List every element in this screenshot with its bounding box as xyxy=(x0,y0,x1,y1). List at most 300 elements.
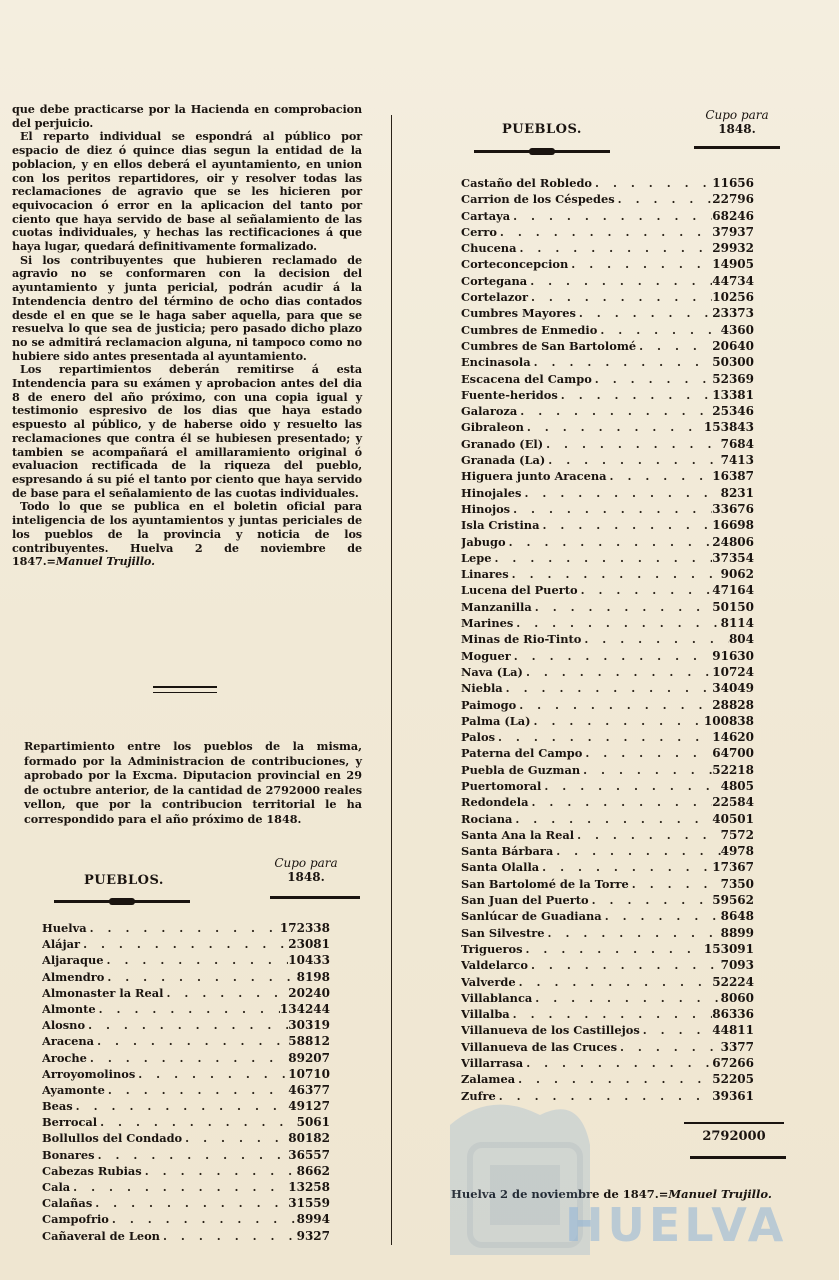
table-row xyxy=(461,892,754,908)
row-place-name: Aracena xyxy=(42,1034,95,1049)
leader-dots xyxy=(512,811,712,827)
row-cupo-value: 7413 xyxy=(720,453,754,468)
row-place-name: Lepe xyxy=(461,550,492,565)
leader-dots xyxy=(87,920,280,936)
row-cupo-value: 67266 xyxy=(712,1056,754,1071)
row-place-name: Ayamonte xyxy=(42,1082,105,1097)
table-row xyxy=(42,1017,330,1033)
row-cupo-value: 153091 xyxy=(703,941,754,956)
header-cupo-line1: Cupo para xyxy=(274,856,338,870)
left-column xyxy=(12,103,362,569)
table-row xyxy=(461,485,754,501)
row-place-name: Campofrio xyxy=(42,1212,109,1227)
leader-dots xyxy=(629,876,721,892)
row-cupo-value: 16698 xyxy=(712,518,754,533)
row-cupo-value: 8648 xyxy=(720,909,754,924)
row-cupo-value: 20240 xyxy=(288,985,330,1000)
row-cupo-value: 17367 xyxy=(712,860,754,875)
row-place-name: Galaroza xyxy=(461,404,518,419)
row-cupo-value: 22584 xyxy=(712,795,754,810)
row-cupo-value: 10256 xyxy=(712,290,754,305)
table-row xyxy=(461,468,754,484)
table-row xyxy=(461,240,754,256)
leader-dots xyxy=(104,969,296,985)
row-cupo-value: 31559 xyxy=(288,1196,330,1211)
leader-dots xyxy=(597,322,720,338)
row-cupo-value: 47164 xyxy=(712,583,754,598)
row-cupo-value: 10724 xyxy=(712,664,754,679)
row-cupo-value: 13381 xyxy=(712,387,754,402)
left-table xyxy=(42,920,330,1244)
leader-dots xyxy=(607,468,713,484)
row-place-name: Villarrasa xyxy=(461,1056,524,1071)
table-row xyxy=(42,1211,330,1227)
leader-dots xyxy=(515,1071,712,1087)
leader-dots xyxy=(510,501,712,517)
leader-dots xyxy=(497,224,712,240)
leader-dots xyxy=(531,354,713,370)
table-row xyxy=(461,778,754,794)
table-row xyxy=(461,697,754,713)
row-place-name: Castaño del Robledo xyxy=(461,176,593,190)
row-cupo-value: 4360 xyxy=(720,322,754,337)
row-cupo-value: 8114 xyxy=(720,616,754,631)
row-place-name: Cerro xyxy=(461,224,497,239)
leader-dots xyxy=(543,436,721,452)
row-place-name: Redondela xyxy=(461,795,529,810)
row-place-name: Cartaya xyxy=(461,208,511,223)
table-row xyxy=(461,908,754,924)
leader-dots xyxy=(104,952,289,968)
table-row xyxy=(461,648,754,664)
leader-dots xyxy=(96,1001,280,1017)
row-place-name: Almonte xyxy=(42,1001,96,1016)
table-row xyxy=(461,1088,754,1104)
table-row xyxy=(42,1195,330,1211)
header-cupo-line2: 1848. xyxy=(287,870,325,884)
header-cupo-line2: 1848. xyxy=(718,122,756,136)
row-cupo-value: 28828 xyxy=(712,697,754,712)
row-place-name: Villanueva de los Castillejos xyxy=(461,1023,640,1038)
table-row xyxy=(42,920,330,936)
leader-dots xyxy=(510,1006,713,1022)
paragraph: Si los contribuyentes que hubieren reclamado de agravio no se conformaren con la decision del ayuntamiento y junta pericial, podrán acudir á la Intendencia dentro del término de ocho dias contados desde el en que se le haga saber aquella, para que se resuelva lo que sea de justicia; pero pasado dicho plazo no se admitirá reclamacion alguna, ni tampoco como no hubiere sido antes presentada al ayuntamiento. xyxy=(12,252,362,363)
table-row xyxy=(461,338,754,354)
table-row xyxy=(461,191,754,207)
ornament-rule xyxy=(474,150,610,153)
leader-dots xyxy=(510,208,712,224)
row-place-name: Cabezas Rubias xyxy=(42,1163,142,1178)
row-cupo-value: 3377 xyxy=(720,1039,754,1054)
table-row xyxy=(461,974,754,990)
section-separator xyxy=(153,686,217,693)
row-cupo-value: 13258 xyxy=(288,1180,330,1194)
leader-dots xyxy=(527,273,712,289)
row-place-name: Gibraleon xyxy=(461,420,524,435)
row-cupo-value: 10433 xyxy=(288,953,330,968)
row-cupo-value: 59562 xyxy=(712,893,754,908)
leader-dots xyxy=(109,1211,297,1227)
row-place-name: Granada (La) xyxy=(461,453,546,468)
table-row xyxy=(461,175,754,191)
row-cupo-value: 33676 xyxy=(712,501,754,516)
row-cupo-value: 23373 xyxy=(712,306,754,321)
table-row xyxy=(461,289,754,305)
row-place-name: Hinojos xyxy=(461,501,511,516)
row-place-name: Bonares xyxy=(42,1147,95,1162)
leader-dots xyxy=(539,859,712,875)
total-rule-bottom xyxy=(690,1156,786,1159)
table-row xyxy=(461,517,754,533)
right-table xyxy=(461,175,754,1104)
leader-dots xyxy=(574,827,721,843)
row-cupo-value: 8994 xyxy=(296,1212,330,1227)
table-row xyxy=(461,957,754,973)
row-place-name: Nava (La) xyxy=(461,664,523,679)
row-cupo-value: 25346 xyxy=(712,404,754,419)
leader-dots xyxy=(640,1022,713,1038)
row-cupo-value: 804 xyxy=(728,632,754,647)
table-row xyxy=(461,859,754,875)
row-place-name: Palma (La) xyxy=(461,713,531,728)
leader-dots xyxy=(558,387,712,403)
row-place-name: Aljaraque xyxy=(42,953,104,968)
row-cupo-value: 8198 xyxy=(296,969,330,984)
row-place-name: Marines xyxy=(461,616,514,631)
row-cupo-value: 44734 xyxy=(712,273,754,288)
row-cupo-value: 134244 xyxy=(279,1001,330,1016)
row-cupo-value: 68246 xyxy=(712,208,754,223)
row-cupo-value: 52224 xyxy=(712,974,754,989)
row-cupo-value: 58812 xyxy=(288,1034,330,1049)
row-cupo-value: 36557 xyxy=(288,1147,330,1162)
paragraph-text: Todo lo que se publica en el boletin oficial para inteligencia de los ayuntamientos y juntas periciales de los pueblos de la provincia y noticia de los contribuyentes. xyxy=(12,499,362,555)
row-place-name: Escacena del Campo xyxy=(461,371,592,386)
intro-paragraph: Repartimiento entre los pueblos de la misma, formado por la Administracion de contribuciones, y aprobado por la Excma. Diputacion provincial en 29 de octubre anterior, de la cantidad de 2792000 reales vellon, que por la contribucion territorial le ha correspondido para el año próximo de 1848. xyxy=(24,739,362,826)
row-place-name: Valverde xyxy=(461,974,516,989)
paragraph: El reparto individual se espondrá al público por espacio de diez ó quince dias segun la entidad de la poblacion, y en ellos deberá el ayuntamiento, en union con los peritos repartidores, oir y resolver todas las reclamaciones de agravio que se les hicieren por equivocacion ó error en la aplicacion del tanto por ciento que haya servido de base al señalamiento de las cuotas individuales, y hechas las rectificaciones á que haya lugar, quedará definitivamente formalizado. xyxy=(12,129,362,254)
row-cupo-value: 10710 xyxy=(288,1066,330,1081)
column-divider xyxy=(391,115,392,1245)
table-row xyxy=(461,566,754,582)
leader-dots xyxy=(578,582,713,598)
leader-dots xyxy=(516,240,712,256)
leader-dots xyxy=(528,957,721,973)
paragraph: que debe practicarse por la Hacienda en comprobacion del perjuicio. xyxy=(12,102,362,130)
leader-dots xyxy=(580,762,712,778)
table-row xyxy=(461,501,754,517)
row-cupo-value: 23081 xyxy=(288,937,330,952)
leader-dots xyxy=(528,794,712,810)
row-place-name: Cortegana xyxy=(461,273,528,288)
row-place-name: Granado (El) xyxy=(461,436,544,451)
row-place-name: Encinasola xyxy=(461,355,531,370)
header-cupo xyxy=(266,856,346,884)
row-place-name: Almonaster la Real xyxy=(42,985,164,1000)
leader-dots xyxy=(576,305,712,321)
row-place-name: Palos xyxy=(461,730,495,745)
row-cupo-value: 172338 xyxy=(279,921,330,935)
leader-dots xyxy=(615,191,713,207)
row-place-name: Sanlúcar de Guadiana xyxy=(461,909,602,924)
leader-dots xyxy=(513,615,720,631)
row-place-name: Paimogo xyxy=(461,697,517,712)
row-cupo-value: 46377 xyxy=(288,1082,330,1097)
leader-dots xyxy=(521,485,720,501)
row-cupo-value: 52218 xyxy=(712,762,754,777)
row-cupo-value: 37354 xyxy=(712,550,754,565)
row-place-name: Corteconcepcion xyxy=(461,257,569,272)
row-cupo-value: 4978 xyxy=(720,844,754,859)
table-row xyxy=(461,354,754,370)
leader-dots xyxy=(532,599,712,615)
row-place-name: Almendro xyxy=(42,969,105,984)
table-row xyxy=(461,534,754,550)
row-place-name: Rociana xyxy=(461,811,513,826)
row-place-name: Minas de Rio-Tinto xyxy=(461,632,582,647)
thick-rule xyxy=(694,146,780,149)
row-cupo-value: 16387 xyxy=(712,469,754,484)
leader-dots xyxy=(516,974,713,990)
row-cupo-value: 153843 xyxy=(703,420,754,435)
row-cupo-value: 89207 xyxy=(288,1050,330,1065)
table-row xyxy=(461,827,754,843)
row-cupo-value: 52205 xyxy=(712,1072,754,1087)
row-place-name: Aroche xyxy=(42,1050,87,1065)
row-place-name: Alájar xyxy=(42,937,81,952)
table-row xyxy=(461,1022,754,1038)
table-row xyxy=(42,1147,330,1163)
row-cupo-value: 14905 xyxy=(712,257,754,272)
table-row xyxy=(42,969,330,985)
row-cupo-value: 50150 xyxy=(712,599,754,614)
table-row xyxy=(461,208,754,224)
leader-dots xyxy=(539,517,712,533)
table-row xyxy=(461,599,754,615)
table-row xyxy=(461,729,754,745)
row-place-name: Bollullos del Condado xyxy=(42,1131,183,1146)
row-cupo-value: 80182 xyxy=(288,1131,330,1146)
table-row xyxy=(42,1179,330,1195)
row-place-name: Santa Ana la Real xyxy=(461,827,575,842)
leader-dots xyxy=(73,1098,289,1114)
row-place-name: Puebla de Guzman xyxy=(461,762,581,777)
row-place-name: Trigueros xyxy=(461,941,523,956)
row-place-name: San Bartolomé de la Torre xyxy=(461,876,629,891)
table-row xyxy=(461,403,754,419)
row-place-name: Chucena xyxy=(461,241,517,256)
table-row xyxy=(461,256,754,272)
leader-dots xyxy=(592,371,712,387)
table-row xyxy=(461,452,754,468)
table-row xyxy=(461,925,754,941)
leader-dots xyxy=(85,1017,288,1033)
row-cupo-value: 5061 xyxy=(296,1115,330,1130)
row-place-name: Manzanilla xyxy=(461,599,532,614)
row-cupo-value: 44811 xyxy=(712,1023,754,1038)
table-row xyxy=(461,1071,754,1087)
paragraph xyxy=(12,500,362,569)
row-cupo-value: 14620 xyxy=(712,730,754,745)
table-row xyxy=(461,322,754,338)
leader-dots xyxy=(636,338,712,354)
leader-dots xyxy=(97,1114,296,1130)
leader-dots xyxy=(592,175,712,191)
row-place-name: Zalamea xyxy=(461,1072,516,1087)
header-pueblos: PUEBLOS. xyxy=(84,873,164,888)
row-place-name: Villalba xyxy=(461,1007,510,1022)
table-row xyxy=(42,1001,330,1017)
table-row xyxy=(42,1050,330,1066)
row-place-name: Cala xyxy=(42,1180,71,1194)
row-place-name: Santa Olalla xyxy=(461,860,540,875)
leader-dots xyxy=(582,745,712,761)
table-row xyxy=(42,1163,330,1179)
table-row xyxy=(461,387,754,403)
footer-place: Huelva 2 de noviembre de 1847.= xyxy=(451,1187,669,1201)
table-row xyxy=(461,713,754,729)
leader-dots xyxy=(496,1088,713,1104)
row-cupo-value: 22796 xyxy=(712,192,754,207)
row-place-name: Cumbres Mayores xyxy=(461,306,576,321)
signature-place: Huelva 2 de noviembre de 1847.= xyxy=(12,540,362,569)
row-place-name: Cañaveral de Leon xyxy=(42,1228,160,1243)
row-cupo-value: 4805 xyxy=(720,778,754,793)
leader-dots xyxy=(528,289,712,305)
table-row xyxy=(461,941,754,957)
row-place-name: Cortelazor xyxy=(461,290,528,305)
table-row xyxy=(42,1066,330,1082)
row-place-name: Huelva xyxy=(42,921,87,935)
leader-dots xyxy=(511,648,713,664)
row-place-name: Villanueva de las Cruces xyxy=(461,1039,617,1054)
table-row xyxy=(461,550,754,566)
leader-dots xyxy=(516,697,712,713)
table-total: 2792000 xyxy=(702,1129,766,1144)
leader-dots xyxy=(503,680,713,696)
table-row xyxy=(42,952,330,968)
leader-dots xyxy=(553,843,720,859)
row-cupo-value: 29932 xyxy=(712,241,754,256)
row-place-name: Arroyomolinos xyxy=(42,1066,136,1081)
row-cupo-value: 7572 xyxy=(720,827,754,842)
leader-dots xyxy=(87,1050,288,1066)
row-place-name: Cumbres de San Bartolomé xyxy=(461,338,637,353)
row-place-name: Valdelarco xyxy=(461,958,528,973)
table-row xyxy=(461,615,754,631)
leader-dots xyxy=(581,631,729,647)
leader-dots xyxy=(524,419,704,435)
ornament-rule xyxy=(54,900,190,903)
table-row xyxy=(461,582,754,598)
table-row xyxy=(42,985,330,1001)
table-row xyxy=(461,876,754,892)
row-cupo-value: 40501 xyxy=(712,811,754,826)
leader-dots xyxy=(568,256,712,272)
row-cupo-value: 50300 xyxy=(712,355,754,370)
row-cupo-value: 30319 xyxy=(288,1018,330,1033)
row-cupo-value: 24806 xyxy=(712,534,754,549)
leader-dots xyxy=(532,990,720,1006)
leader-dots xyxy=(163,985,288,1001)
row-cupo-value: 8060 xyxy=(720,990,754,1005)
leader-dots xyxy=(545,925,721,941)
row-cupo-value: 100838 xyxy=(703,713,754,728)
row-place-name: Beas xyxy=(42,1099,73,1114)
table-row xyxy=(461,990,754,1006)
row-cupo-value: 7093 xyxy=(720,958,754,973)
table-row xyxy=(461,1039,754,1055)
leader-dots xyxy=(160,1228,297,1244)
leader-dots xyxy=(523,664,712,680)
leader-dots xyxy=(523,1055,712,1071)
table-row xyxy=(42,1098,330,1114)
table-row xyxy=(461,664,754,680)
leader-dots xyxy=(509,566,721,582)
table-row xyxy=(42,1082,330,1098)
leader-dots xyxy=(182,1130,288,1146)
row-place-name: Hinojales xyxy=(461,485,522,500)
row-cupo-value: 9327 xyxy=(296,1228,330,1243)
table-row xyxy=(461,811,754,827)
leader-dots xyxy=(92,1195,288,1211)
table-row xyxy=(461,843,754,859)
row-cupo-value: 64700 xyxy=(712,746,754,761)
leader-dots xyxy=(531,713,704,729)
row-place-name: Puertomoral xyxy=(461,778,542,793)
leader-dots xyxy=(94,1033,288,1049)
leader-dots xyxy=(70,1179,288,1195)
leader-dots xyxy=(517,403,712,419)
table-row xyxy=(42,1130,330,1146)
row-place-name: Jabugo xyxy=(461,534,506,549)
leader-dots xyxy=(495,729,712,745)
row-place-name: Moguer xyxy=(461,648,511,663)
row-place-name: Santa Bárbara xyxy=(461,844,554,859)
leader-dots xyxy=(506,534,713,550)
row-place-name: Alosno xyxy=(42,1018,86,1033)
leader-dots xyxy=(589,892,713,908)
header-pueblos: PUEBLOS. xyxy=(502,122,582,137)
row-place-name: San Juan del Puerto xyxy=(461,893,589,908)
leader-dots xyxy=(541,778,720,794)
row-place-name: Carrion de los Céspedes xyxy=(461,192,615,207)
table-row xyxy=(461,419,754,435)
table-row xyxy=(461,631,754,647)
signature-name: Manuel Trujillo. xyxy=(55,554,155,569)
row-cupo-value: 7684 xyxy=(720,436,754,451)
table-row xyxy=(42,1033,330,1049)
row-place-name: Lucena del Puerto xyxy=(461,583,578,598)
watermark-text: HUELVA xyxy=(565,1198,788,1252)
row-place-name: Berrocal xyxy=(42,1115,98,1130)
row-cupo-value: 49127 xyxy=(288,1099,330,1114)
paragraph: Los repartimientos deberán remitirse á esta Intendencia para su exámen y aprobacion antes del dia 8 de enero del año próximo, con una copia igual y testimonio espresivo de los dias que haya estado espuesto al público, y de haberse oido y resuelto las reclamaciones que contra él se hubiesen presentado; y tambien se acompañará el amillaramiento original ó evaluacion rectificada de la riqueza del pueblo, espresando á su pié el tanto por ciento que haya servido de base para el señalamiento de las cuotas individuales. xyxy=(12,362,362,500)
row-place-name: Higuera junto Aracena xyxy=(461,469,607,484)
row-cupo-value: 20640 xyxy=(712,338,754,353)
row-cupo-value: 11656 xyxy=(712,176,754,190)
leader-dots xyxy=(80,936,288,952)
row-place-name: Niebla xyxy=(461,681,503,696)
thick-rule xyxy=(270,896,360,899)
row-cupo-value: 9062 xyxy=(720,567,754,582)
table-row xyxy=(461,1006,754,1022)
row-cupo-value: 86336 xyxy=(712,1007,754,1022)
row-place-name: Cumbres de Enmedio xyxy=(461,322,598,337)
row-place-name: Villablanca xyxy=(461,990,533,1005)
header-cupo-line1: Cupo para xyxy=(705,108,769,122)
table-row xyxy=(461,273,754,289)
